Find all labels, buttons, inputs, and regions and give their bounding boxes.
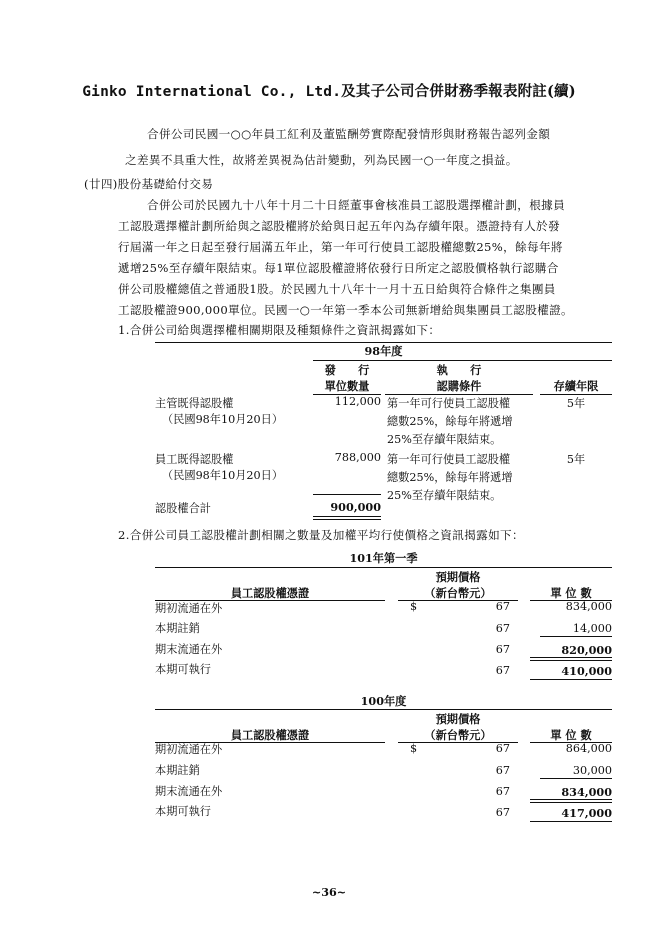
table3-row2-price: 67 [495, 764, 510, 777]
table2-row1-label: 期初流通在外 [155, 602, 223, 615]
table3-row2-label: 本期註銷 [155, 764, 200, 777]
item-2-heading: 2.合併公司員工認股權計劃相關之數量及加權平均行使價格之資訊揭露如下： [118, 528, 524, 542]
table1-col-exec-top: 執 行 [436, 363, 482, 377]
title-suffix: 及其子公司合併財務季報表附註(續) [341, 83, 576, 100]
table2-row4-label: 本期可執行 [155, 663, 211, 676]
intro-line-2: 之差異不具重大性，故將差異視為估計變動，列為民國一○一年度之損益。 [125, 153, 518, 167]
table3-row2-units: 30,000 [572, 764, 612, 777]
table1-row2-qty: 788,000 [334, 451, 381, 464]
table2-row3-price: 67 [495, 643, 510, 656]
table3-currency: $ [410, 742, 418, 755]
section-line-4: 遞增25%至存續年限結束。每1單位認股權證將依發行日所定之認股價格執行認購合 [118, 261, 559, 275]
company-name: Ginko International Co., Ltd. [82, 84, 342, 100]
section-line-1: 合併公司於民國九十八年十月二十日經董事會核准員工認股選擇權計劃，根據員 [147, 198, 566, 212]
table2-period: 101年第一季 [349, 551, 418, 565]
table2-row2-label: 本期註銷 [155, 622, 200, 635]
table1-row2-cond-3: 25%至存續年限結束。 [387, 489, 502, 502]
table2-row1-units: 834,000 [565, 600, 612, 613]
table3-col-price-top: 預期價格 [435, 712, 481, 726]
table1-row2-name: 員工既得認股權 [155, 453, 234, 466]
table1-row1-name: 主管既得認股權 [155, 397, 234, 410]
table2-col-name: 員工認股權憑證 [230, 586, 310, 600]
table1-total-value: 900,000 [330, 500, 381, 514]
table2-row2-price: 67 [495, 622, 510, 635]
table1-col-issue-bottom: 單位數量 [324, 379, 370, 393]
table3-col-price-bottom: （新台幣元） [424, 728, 492, 742]
table2-row2-units: 14,000 [572, 622, 612, 635]
page-number: ~36~ [311, 885, 347, 899]
table1-row1-cond-1: 第一年可行使員工認股權 [387, 397, 511, 410]
table1-row1-date: （民國98年10月20日） [162, 413, 284, 426]
table3-row1-label: 期初流通在外 [155, 743, 223, 756]
table3-row4-label: 本期可執行 [155, 805, 211, 818]
table2-currency: $ [410, 600, 418, 613]
table2-row4-price: 67 [495, 664, 510, 677]
table3-row4-units: 417,000 [561, 806, 612, 820]
table3-col-units: 單 位 數 [550, 728, 592, 742]
table3-row1-price: 67 [495, 742, 510, 755]
table2-row3-units: 820,000 [561, 643, 612, 657]
section-line-3: 行屆滿一年之日起至發行屆滿五年止，第一年可行使員工認股權總數25%，餘每年將 [118, 240, 563, 254]
table1-year: 98年度 [364, 344, 403, 358]
table1-row2-date: （民國98年10月20日） [162, 469, 284, 482]
item-1-heading: 1.合併公司給與選擇權相關期限及種類條件之資訊揭露如下： [118, 323, 441, 337]
table2-col-price-bottom: （新台幣元） [424, 586, 492, 600]
table1-row2-cond-1: 第一年可行使員工認股權 [387, 453, 511, 466]
table2-row3-label: 期末流通在外 [155, 643, 223, 656]
table3-row3-price: 67 [495, 785, 510, 798]
table3-row3-units: 834,000 [561, 785, 612, 799]
intro-line-1: 合併公司民國一○○年員工紅利及董監酬勞實際配發情形與財務報告認列金額 [147, 127, 551, 141]
table1-row2-cond-2: 總數25%，餘每年將遞增 [387, 471, 513, 484]
table2-col-units: 單 位 數 [550, 586, 592, 600]
table1-col-term: 存續年限 [553, 379, 599, 393]
table1-col-exec-bottom: 認購條件 [436, 379, 482, 393]
table3-row4-price: 67 [495, 806, 510, 819]
table1-row1-cond-2: 總數25%，餘每年將遞增 [387, 415, 513, 428]
section-heading: (廿四)股份基礎給付交易 [84, 177, 214, 191]
table2-col-price-top: 預期價格 [435, 570, 481, 584]
table1-total-label: 認股權合計 [155, 502, 211, 515]
table1-row1-term: 5年 [566, 397, 586, 410]
table3-period: 100年度 [360, 694, 407, 708]
section-line-5: 併公司股權總值之普通股1股。於民國九十八年十一月十五日給與符合條件之集團員 [118, 282, 556, 296]
section-line-6: 工認股權證900,000單位。民國一○一年第一季本公司無新增給與集團員工認股權證。 [118, 303, 574, 317]
table2-row4-units: 410,000 [561, 664, 612, 678]
table1-col-issue-top: 發 行 [324, 363, 370, 377]
table1-row1-qty: 112,000 [334, 395, 381, 408]
page-title [0, 80, 658, 101]
table2-row1-price: 67 [495, 600, 510, 613]
table3-col-name: 員工認股權憑證 [230, 728, 310, 742]
table3-row3-label: 期末流通在外 [155, 785, 223, 798]
table1-row1-cond-3: 25%至存續年限結束。 [387, 433, 502, 446]
section-line-2: 工認股選擇權計劃所給與之認股權將於給與日起五年內為存續年限。憑證持有人於發 [118, 219, 560, 233]
table3-row1-units: 864,000 [565, 742, 612, 755]
table1-row2-term: 5年 [566, 453, 586, 466]
